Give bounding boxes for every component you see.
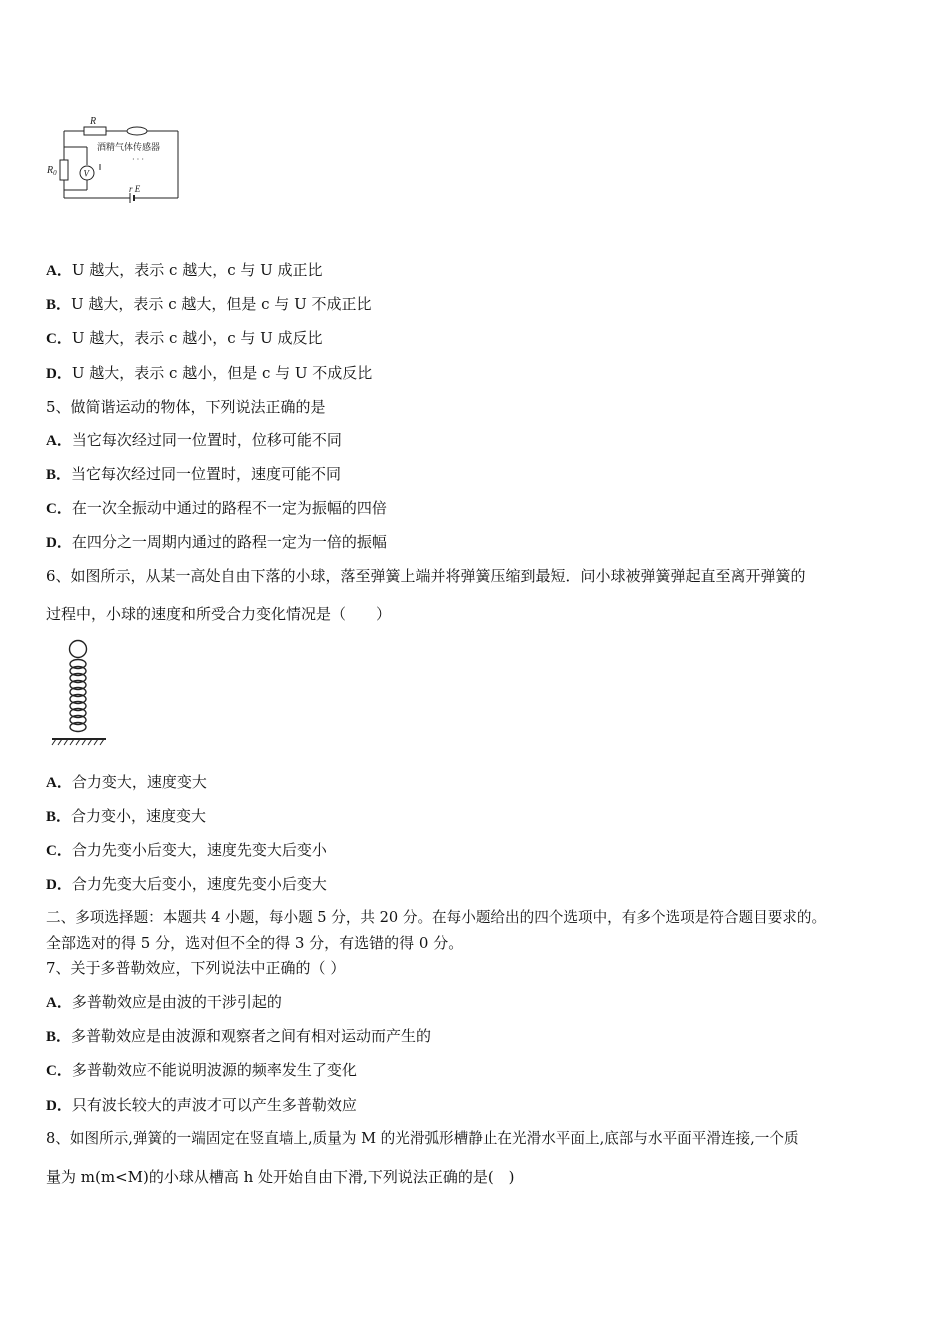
q7-option-c: C．多普勒效应不能说明波源的频率发生了变化	[46, 1061, 357, 1079]
q7-option-a: A．多普勒效应是由波的干涉引起的	[46, 993, 282, 1011]
q4-option-c: C．U 越大，表示 c 越小，c 与 U 成反比	[46, 329, 323, 347]
q4-option-b: B．U 越大，表示 c 越大，但是 c 与 U 不成正比	[46, 295, 372, 313]
q4-option-a: A．U 越大，表示 c 越大，c 与 U 成正比	[46, 261, 323, 279]
resistor-R0	[60, 160, 68, 180]
sensor-element	[127, 127, 147, 135]
sensor-label: 酒精气体传感器	[97, 142, 161, 152]
label-R: R	[90, 116, 97, 127]
q5-stem: 5、做简谐运动的物体，下列说法正确的是	[46, 398, 326, 416]
label-V: V	[83, 168, 89, 179]
q6-option-c: C．合力先变小后变大，速度先变大后变小	[46, 841, 327, 859]
q6-option-a: A．合力变大，速度变大	[46, 773, 207, 791]
label-rE: r E	[129, 184, 141, 194]
q6-option-d: D．合力先变大后变小，速度先变小后变大	[46, 875, 327, 893]
q5-option-b: B．当它每次经过同一位置时，速度可能不同	[46, 465, 342, 483]
q5-option-d: D．在四分之一周期内通过的路程一定为一倍的振幅	[46, 533, 387, 551]
q8-stem-line1: 8、如图所示,弹簧的一端固定在竖直墙上,质量为 M 的光滑弧形槽静止在光滑水平面上,底部与水平面平滑连接,一个质	[46, 1130, 799, 1147]
q7-option-b: B．多普勒效应是由波源和观察者之间有相对运动而产生的	[46, 1027, 432, 1045]
resistor-R	[84, 127, 106, 135]
section2-header-line2: 全部选对的得 5 分，选对但不全的得 3 分，有选错的得 0 分。	[46, 934, 464, 952]
q7-stem: 7、关于多普勒效应，下列说法中正确的（ ）	[46, 959, 346, 977]
q8-stem-line2: 量为 m(m<M)的小球从槽高 h 处开始自由下滑,下列说法正确的是( )	[46, 1168, 515, 1186]
q6-stem-line2: 过程中，小球的速度和所受合力变化情况是（ ）	[46, 605, 392, 623]
circuit-diagram	[40, 112, 190, 204]
section2-header-line1: 二、多项选择题：本题共 4 小题，每小题 5 分，共 20 分。在每小题给出的四个选项中，有多个选项是符合题目要求的。	[46, 909, 827, 926]
q4-option-d: D．U 越大，表示 c 越小，但是 c 与 U 不成反比	[46, 364, 373, 382]
q7-option-d: D．只有波长较大的声波才可以产生多普勒效应	[46, 1096, 357, 1114]
spring-figure	[48, 638, 112, 750]
q6-stem-line1: 6、如图所示，从某一高处自由下落的小球，落至弹簧上端并将弹簧压缩到最短．问小球被弹簧弹起直至离开弹簧的	[46, 567, 806, 585]
sensor-dots: · · ·	[132, 155, 144, 164]
spring-coil	[70, 660, 86, 732]
q6-option-b: B．合力变小，速度变大	[46, 807, 207, 825]
q5-option-a: A．当它每次经过同一位置时，位移可能不同	[46, 431, 342, 449]
label-R0: $R_0$	[47, 165, 57, 177]
ball	[70, 641, 87, 658]
q5-option-c: C．在一次全振动中通过的路程不一定为振幅的四倍	[46, 499, 387, 517]
